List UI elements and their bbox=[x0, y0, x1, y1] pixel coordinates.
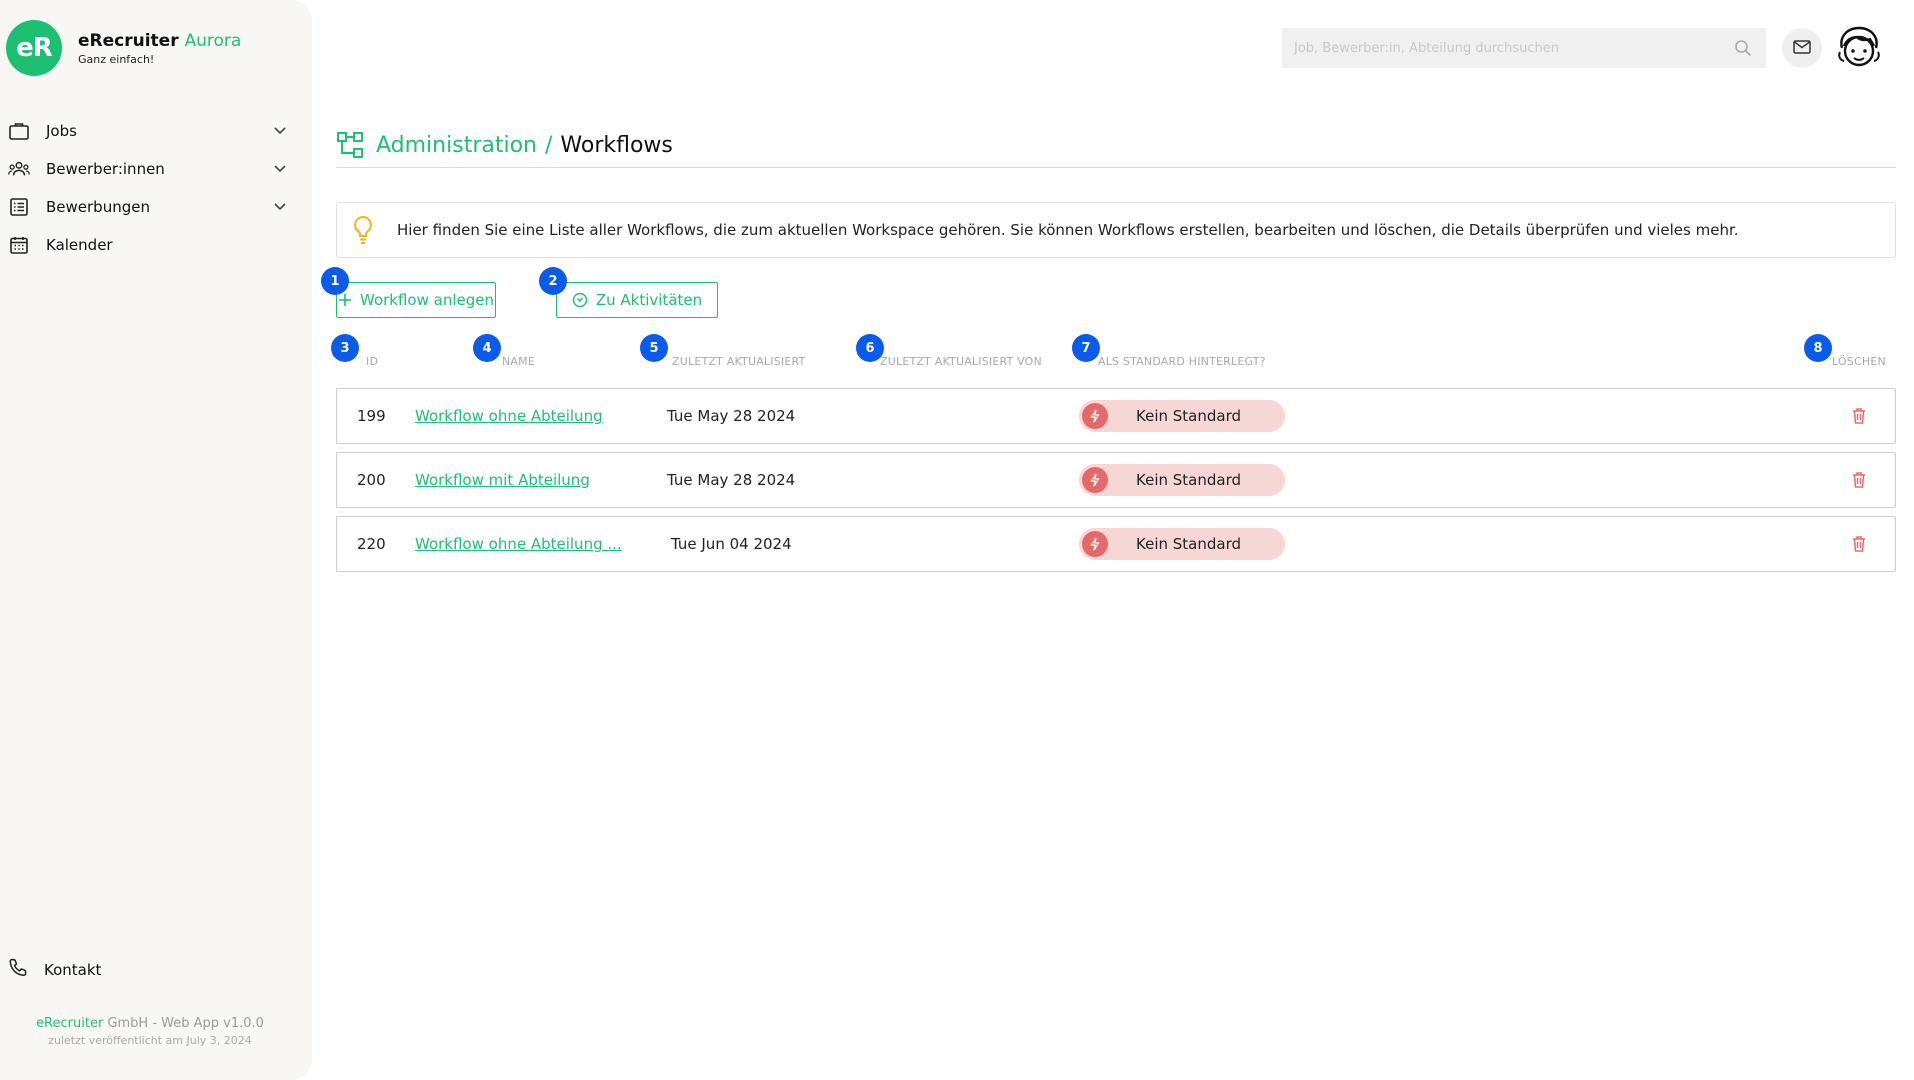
breadcrumb-divider bbox=[336, 167, 1896, 168]
sidebar-item-label: Kalender bbox=[46, 236, 113, 254]
standard-status-label: Kein Standard bbox=[1136, 471, 1241, 489]
lightbulb-icon bbox=[349, 214, 377, 246]
logo-icon: eR bbox=[6, 20, 62, 76]
list-icon bbox=[8, 196, 30, 218]
marker-badge: 2 bbox=[539, 267, 567, 295]
standard-status-badge bbox=[1079, 528, 1285, 560]
marker-badge: 8 bbox=[1804, 334, 1832, 362]
column-header-updated-by: ZULETZT AKTUALISIERT VON bbox=[880, 355, 1042, 368]
lightning-icon bbox=[1082, 467, 1108, 493]
brand-logo[interactable] bbox=[6, 20, 241, 76]
chevron-down-icon[interactable] bbox=[272, 161, 288, 177]
marker-badge: 3 bbox=[331, 334, 359, 362]
brand-name bbox=[78, 31, 241, 51]
chevron-down-icon[interactable] bbox=[272, 199, 288, 215]
sidebar-item-label: Bewerber:innen bbox=[46, 160, 165, 178]
sidebar-item-label: Bewerbungen bbox=[46, 198, 150, 216]
footer-company-accent: eRecruiter bbox=[36, 1016, 104, 1031]
marker-badge: 7 bbox=[1072, 334, 1100, 362]
marker-badge: 4 bbox=[473, 334, 501, 362]
sidebar-item-bewerbungen[interactable] bbox=[0, 188, 312, 226]
contact-label: Kontakt bbox=[44, 961, 102, 979]
breadcrumb bbox=[336, 130, 673, 160]
info-box bbox=[336, 202, 1896, 258]
table-row[interactable] bbox=[336, 452, 1896, 508]
page-title: Workflows bbox=[560, 132, 673, 158]
footer-company-rest: GmbH - Web App v1.0.0 bbox=[103, 1016, 264, 1031]
column-header-updated: ZULETZT AKTUALISIERT bbox=[672, 355, 806, 368]
column-header-name: NAME bbox=[502, 355, 535, 368]
row-updated: Tue May 28 2024 bbox=[667, 471, 796, 489]
create-workflow-label: Workflow anlegen bbox=[360, 291, 494, 309]
marker-badge: 6 bbox=[856, 334, 884, 362]
search-bar bbox=[1282, 28, 1766, 68]
trash-icon[interactable] bbox=[1849, 534, 1869, 554]
brand-accent-text: Aurora bbox=[184, 30, 242, 51]
workflow-icon bbox=[336, 130, 366, 160]
column-header-delete: LÖSCHEN bbox=[1832, 355, 1886, 368]
activities-button[interactable] bbox=[556, 282, 718, 318]
avatar[interactable] bbox=[1834, 22, 1884, 72]
table-row[interactable] bbox=[336, 516, 1896, 572]
breadcrumb-separator: / bbox=[544, 132, 553, 158]
sidebar bbox=[0, 0, 312, 1080]
row-id: 200 bbox=[357, 471, 386, 489]
footer-published: zuletzt veröffentlicht am July 3, 2024 bbox=[48, 1034, 252, 1047]
workflow-name-link[interactable]: Workflow mit Abteilung bbox=[415, 471, 590, 489]
phone-icon bbox=[8, 958, 28, 982]
sidebar-nav bbox=[0, 112, 312, 264]
sidebar-item-kontakt[interactable] bbox=[8, 958, 101, 982]
column-header-default: ALS STANDARD HINTERLEGT? bbox=[1098, 355, 1266, 368]
plus-icon bbox=[338, 293, 352, 307]
sidebar-item-label: Jobs bbox=[46, 122, 77, 140]
sidebar-item-kalender[interactable] bbox=[0, 226, 312, 264]
workflow-name-link[interactable]: Workflow ohne Abteilung ... bbox=[415, 535, 622, 553]
standard-status-label: Kein Standard bbox=[1136, 535, 1241, 553]
create-workflow-button[interactable] bbox=[336, 282, 496, 318]
activity-icon bbox=[572, 292, 588, 308]
avatar-icon bbox=[1834, 22, 1884, 72]
briefcase-icon bbox=[8, 120, 30, 142]
lightning-icon bbox=[1082, 531, 1108, 557]
footer-version bbox=[0, 1016, 300, 1031]
calendar-icon bbox=[8, 234, 30, 256]
messages-button[interactable] bbox=[1782, 28, 1822, 68]
info-text: Hier finden Sie eine Liste aller Workflows, die zum aktuellen Workspace gehören. Sie können Workflows erstellen, bearbeiten und löschen, die Details überprüfen und vieles mehr. bbox=[397, 221, 1739, 239]
lightning-icon bbox=[1082, 403, 1108, 429]
sidebar-item-jobs[interactable] bbox=[0, 112, 312, 150]
workflow-name-link[interactable]: Workflow ohne Abteilung bbox=[415, 407, 603, 425]
sidebar-item-bewerber[interactable] bbox=[0, 150, 312, 188]
marker-badge: 5 bbox=[640, 334, 668, 362]
row-updated: Tue May 28 2024 bbox=[667, 407, 796, 425]
marker-badge: 1 bbox=[321, 267, 349, 295]
row-updated: Tue Jun 04 2024 bbox=[671, 535, 792, 553]
trash-icon[interactable] bbox=[1849, 406, 1869, 426]
brand-name-text: eRecruiter bbox=[78, 30, 179, 51]
row-id: 220 bbox=[357, 535, 386, 553]
column-header-id: ID bbox=[366, 355, 379, 368]
breadcrumb-administration[interactable]: Administration bbox=[376, 132, 537, 158]
mail-icon bbox=[1793, 39, 1811, 58]
standard-status-label: Kein Standard bbox=[1136, 407, 1241, 425]
brand-tagline: Ganz einfach! bbox=[78, 52, 155, 66]
standard-status-badge bbox=[1079, 400, 1285, 432]
people-icon bbox=[8, 158, 30, 180]
trash-icon[interactable] bbox=[1849, 470, 1869, 490]
chevron-down-icon[interactable] bbox=[272, 123, 288, 139]
table-row[interactable] bbox=[336, 388, 1896, 444]
standard-status-badge bbox=[1079, 464, 1285, 496]
activities-label: Zu Aktivitäten bbox=[595, 291, 703, 309]
search-icon[interactable] bbox=[1734, 39, 1752, 61]
row-id: 199 bbox=[357, 407, 386, 425]
search-input[interactable] bbox=[1292, 40, 1716, 57]
